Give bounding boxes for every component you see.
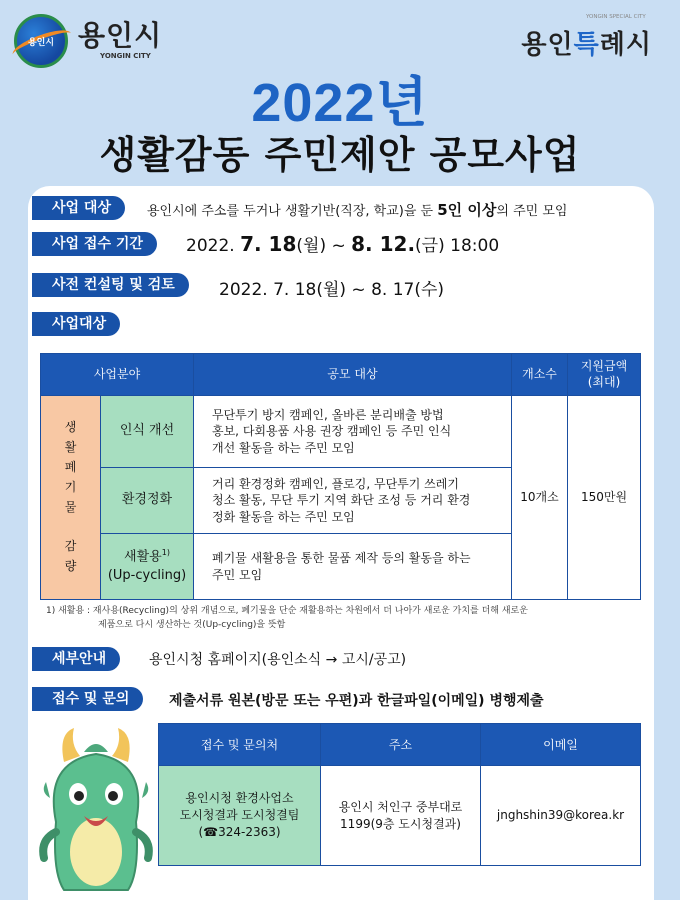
dragon-mascot-image — [36, 722, 156, 900]
period-end: 8. 12. — [351, 232, 416, 256]
description-cell — [194, 396, 512, 468]
col-header-target: 공모 대상 — [194, 354, 512, 396]
period-end-day: (금) — [415, 236, 445, 256]
subcategory-cell: 인식 개선 — [101, 396, 194, 468]
col-header-email: 이메일 — [481, 724, 641, 766]
period-label: 사업 접수 기간 — [32, 232, 157, 256]
description-text: 폐기물 새활용을 통한 물품 제작 등의 활동을 하는 주민 모임 — [212, 551, 471, 582]
target-text-bold: 5인 이상 — [437, 201, 497, 219]
table-row — [41, 396, 641, 468]
org-text: 용인시청 환경사업소 도시청결과 도시청결팀 (☎324-2363) — [179, 791, 300, 839]
page-title: 생활감동 주민제안 공모사업 — [99, 133, 581, 177]
description-text: 무단투기 방지 캠페인, 올바른 분리배출 방법 홍보, 다회용품 사용 권장 캠페인 등 주민 인식 개선 활동을 하는 주민 모임 — [212, 408, 452, 455]
guide-text: 용인시청 홈페이지(용인소식 → 고시/공고) — [149, 652, 407, 668]
email-cell: jnghshin39@korea.kr — [481, 766, 641, 866]
city-logo-sub: YONGIN CITY — [100, 52, 151, 60]
footnote-line-2: 제품으로 다시 생산하는 것(Up-cycling)을 뜻함 — [98, 620, 286, 631]
guide-label: 세부안내 — [32, 647, 120, 671]
target-text — [147, 199, 567, 220]
period-pre: 2022. — [186, 236, 241, 256]
special-logo-pre: 용인 — [521, 30, 574, 60]
period-start: 7. 18 — [240, 232, 297, 256]
address-text: 용인시 처인구 중부대로 1199(9층 도시청결과) — [338, 799, 463, 831]
count-cell: 10개소 — [512, 396, 568, 600]
col-header-field: 사업분야 — [41, 354, 194, 396]
special-logo-accent: 특 — [573, 30, 600, 60]
table-row — [159, 766, 641, 866]
category-text: 생 활 폐 기 물 감 량 — [64, 420, 77, 573]
col-header-amount — [568, 354, 641, 396]
city-emblem-text: 용인시 — [27, 37, 55, 48]
project-table — [40, 353, 641, 600]
contact-text: 제출서류 원본(방문 또는 우편)과 한글파일(이메일) 병행제출 — [169, 693, 544, 709]
section-label: 사업대상 — [32, 312, 120, 336]
title-year: 2022년 — [251, 73, 429, 133]
description-text: 거리 환경정화 캠페인, 플로깅, 무단투기 쓰레기 청소 활동, 무단 투기 지역 화단 조성 등 거리 환경 정화 활동을 하는 주민 모임 — [212, 477, 471, 524]
col-header-count: 개소수 — [512, 354, 568, 396]
special-logo-post: 례시 — [599, 30, 652, 60]
table-header-row — [159, 724, 641, 766]
subcategory-cell: 환경정화 — [101, 468, 194, 534]
special-city-logo-name — [521, 24, 652, 61]
special-city-logo-sub: YONGIN SPECIAL CITY — [586, 14, 646, 20]
col-header-address: 주소 — [321, 724, 481, 766]
footnote — [46, 604, 528, 633]
category-cell — [41, 396, 101, 600]
target-text-1: 용인시에 주소를 두거나 생활기반(직장, 학교)을 둔 — [147, 204, 438, 219]
yongin-special-city-logo — [521, 14, 652, 61]
col-header-amount-text: 지원금액 (최대) — [580, 358, 628, 389]
target-label: 사업 대상 — [32, 196, 125, 220]
footnote-marker: 1) — [161, 547, 170, 557]
subcategory-cell — [101, 534, 194, 600]
address-cell — [321, 766, 481, 866]
org-cell — [159, 766, 321, 866]
target-text-2: 의 주민 모임 — [496, 204, 568, 219]
consult-text: 2022. 7. 18(월) ~ 8. 17(수) — [219, 280, 445, 300]
footnote-line-1: 1) 새활용 : 재사용(Recycling)의 상위 개념으로, 폐기물을 단순 재활용하는 차원에서 더 나아가 새로운 가치를 더해 새로운 — [46, 606, 528, 616]
period-text — [186, 231, 499, 256]
amount-cell: 150만원 — [568, 396, 641, 600]
contact-label: 접수 및 문의 — [32, 687, 143, 711]
description-cell — [194, 534, 512, 600]
consult-label: 사전 컨설팅 및 검토 — [32, 273, 189, 297]
table-header-row — [41, 354, 641, 396]
col-header-org: 접수 및 문의처 — [159, 724, 321, 766]
subcategory-upcycle-main: 새활용 — [124, 549, 162, 565]
description-cell — [194, 468, 512, 534]
period-sep: ~ — [326, 236, 352, 256]
city-logo-name: 용인시 — [78, 19, 163, 52]
period-start-day: (월) — [296, 236, 327, 256]
contact-table — [158, 723, 641, 866]
subcategory-upcycle-sub: (Up-cycling) — [107, 568, 187, 584]
period-time: 18:00 — [444, 236, 500, 256]
